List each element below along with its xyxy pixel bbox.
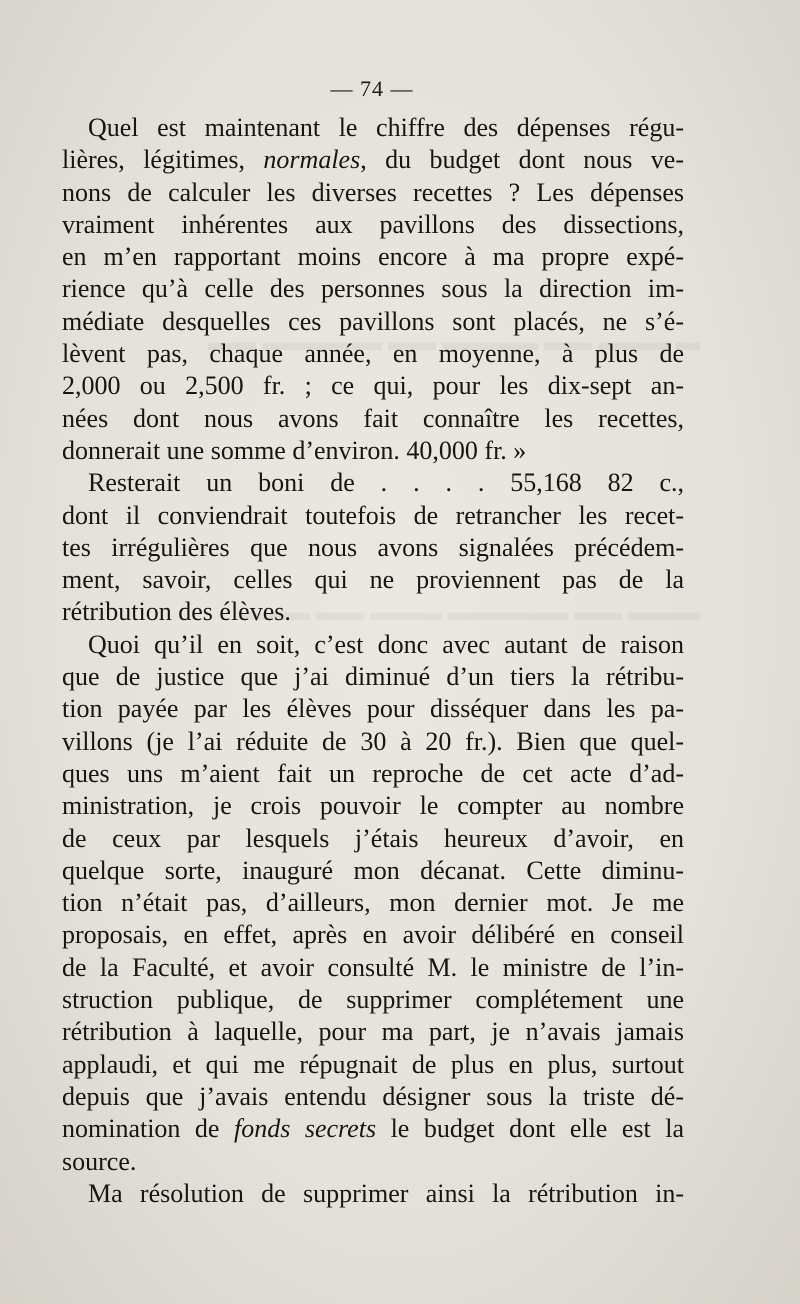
text-line bbox=[62, 726, 684, 758]
text-line bbox=[62, 1016, 684, 1048]
text-line bbox=[62, 887, 684, 919]
text-segment: rience qu’à celle des personnes sous la direction im- bbox=[62, 274, 684, 304]
text-line bbox=[62, 209, 684, 241]
text-segment: Quel est maintenant le chiffre des dépenses régu- bbox=[88, 113, 684, 142]
page-number: — 74 — bbox=[330, 76, 414, 101]
text-segment: de la Faculté, et avoir consulté M. le ministre de l’in- bbox=[62, 952, 684, 982]
text-line bbox=[62, 564, 684, 596]
text-segment: ment, savoir, celles qui ne proviennent pas de la bbox=[62, 565, 684, 595]
text-segment: 2,000 ou 2,500 fr. ; ce qui, pour les dix-sept an- bbox=[62, 371, 684, 401]
text-line bbox=[62, 1081, 684, 1113]
text-line bbox=[62, 693, 684, 725]
text-segment: struction publique, de supprimer complétement une bbox=[62, 985, 684, 1015]
text-line bbox=[62, 855, 684, 887]
text-segment: lières, légitimes, bbox=[62, 145, 264, 175]
text-segment: source. bbox=[62, 1146, 137, 1176]
text-segment: le budget dont elle est la bbox=[376, 1114, 684, 1144]
text-segment: que de justice que j’ai diminué d’un tiers la rétribu- bbox=[62, 662, 684, 692]
text-segment: villons (je l’ai réduite de 30 à 20 fr.). Bien que quel- bbox=[62, 726, 684, 756]
text-segment: dont il conviendrait toutefois de retrancher les recet- bbox=[62, 500, 684, 530]
text-segment: nées dont nous avons fait connaître les recettes, bbox=[62, 403, 684, 433]
text-segment: applaudi, et qui me répugnait de plus en plus, surtout bbox=[62, 1049, 684, 1079]
text-line bbox=[62, 1178, 684, 1210]
text-line bbox=[62, 467, 684, 499]
text-line bbox=[62, 1113, 684, 1145]
text-line bbox=[62, 629, 684, 661]
text-segment: de ceux par lesquels j’étais heureux d’avoir, en bbox=[62, 823, 684, 853]
text-segment: rétribution à laquelle, pour ma part, je n’avais jamais bbox=[62, 1017, 684, 1047]
text-line bbox=[62, 500, 684, 532]
text-line bbox=[62, 596, 684, 628]
text-segment: tes irrégulières que nous avons signalées précédem- bbox=[62, 532, 684, 562]
text-segment: tion payée par les élèves pour disséquer dans les pa- bbox=[62, 694, 684, 724]
text-line bbox=[62, 758, 684, 790]
text-segment: tion n’était pas, d’ailleurs, mon dernier mot. Je me bbox=[62, 888, 684, 918]
text-segment: proposais, en effet, après en avoir délibéré en conseil bbox=[62, 920, 684, 950]
text-line bbox=[62, 241, 684, 273]
text-segment: en m’en rapportant moins encore à ma propre expé- bbox=[62, 242, 684, 272]
text-line bbox=[62, 435, 684, 467]
text-segment: rétribution des élèves. bbox=[62, 597, 291, 627]
text-segment: médiate desquelles ces pavillons sont placés, ne s’é- bbox=[62, 306, 684, 336]
text-line bbox=[62, 306, 684, 338]
text-line bbox=[62, 370, 684, 402]
text-segment: Ma résolution de supprimer ainsi la rétribution in- bbox=[88, 1178, 684, 1208]
text-segment: , du budget dont nous ve- bbox=[360, 145, 684, 175]
text-segment: ques uns m’aient fait un reproche de cet acte d’ad- bbox=[62, 758, 684, 788]
italic-text: fonds secrets bbox=[233, 1114, 377, 1144]
text-segment: Resterait un boni de . . . . 55,168 82 c., bbox=[88, 468, 684, 498]
text-line bbox=[62, 177, 684, 209]
text-line bbox=[62, 790, 684, 822]
body-text bbox=[62, 112, 684, 1210]
text-segment: lèvent pas, chaque année, en moyenne, à plus de bbox=[62, 339, 684, 369]
text-segment: depuis que j’avais entendu désigner sous la triste dé- bbox=[62, 1081, 684, 1111]
text-line bbox=[62, 661, 684, 693]
text-segment: Quoi qu’il en soit, c’est donc avec autant de raison bbox=[88, 629, 684, 659]
text-segment: nomination de bbox=[62, 1114, 234, 1144]
text-line bbox=[62, 919, 684, 951]
text-line bbox=[62, 532, 684, 564]
text-line bbox=[62, 144, 684, 176]
text-segment: nons de calculer les diverses recettes ? Les dépenses bbox=[62, 177, 684, 207]
italic-text: normales bbox=[263, 145, 361, 175]
text-line bbox=[62, 1049, 684, 1081]
text-line bbox=[62, 1146, 684, 1178]
text-segment: quelque sorte, inauguré mon décanat. Cette diminu- bbox=[62, 855, 684, 885]
text-line bbox=[62, 338, 684, 370]
text-segment: vraiment inhérentes aux pavillons des dissections, bbox=[62, 209, 684, 239]
text-segment: ministration, je crois pouvoir le compter au nombre bbox=[62, 791, 684, 821]
text-line bbox=[62, 952, 684, 984]
text-line bbox=[62, 823, 684, 855]
text-line bbox=[62, 273, 684, 305]
text-line bbox=[62, 984, 684, 1016]
text-line bbox=[62, 403, 684, 435]
text-line bbox=[62, 112, 684, 144]
text-segment: donnerait une somme d’environ. 40,000 fr. » bbox=[62, 435, 527, 465]
